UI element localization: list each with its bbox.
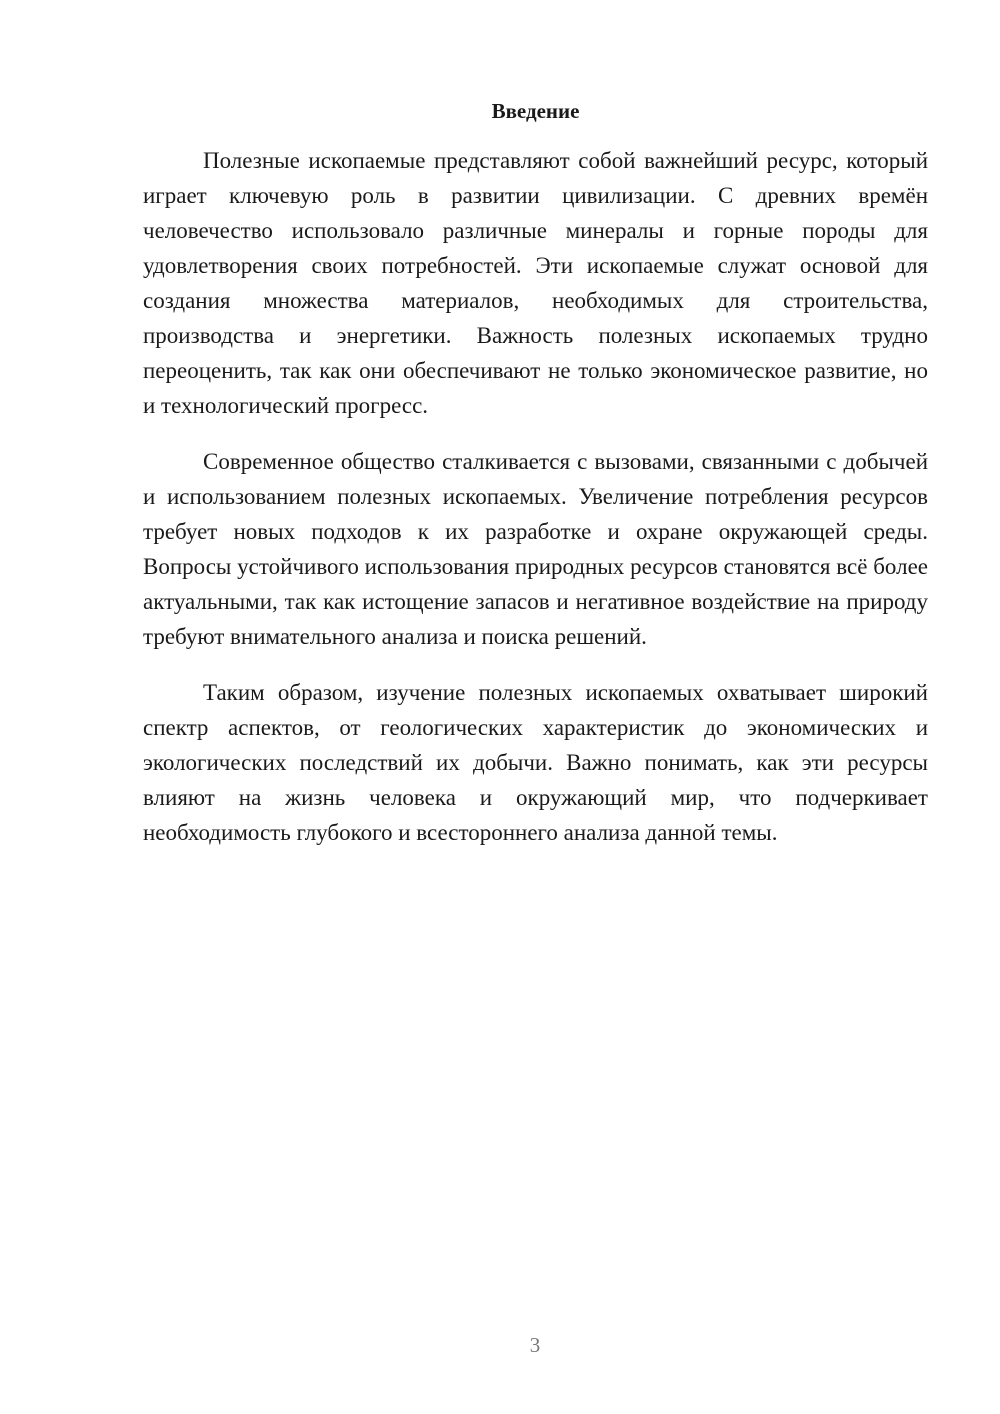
paragraph-2: Современное общество сталкивается с вызовами, связанными с добычей и использованием полезных ископаемых. Увеличение потребления ресурсов требует новых подходов к их разработке и охране окружающей среды. Вопросы устойчивого использования природных ресурсов становятся всё более актуальными, так как истощение запасов и негативное воздействие на природу требуют внимательного анализа и поиска решений. — [143, 449, 928, 649]
section-title: Введение — [491, 99, 580, 123]
page-number: 3 — [529, 1333, 541, 1357]
body-text — [143, 143, 928, 871]
paragraph-3: Таким образом, изучение полезных ископаемых охватывает широкий спектр аспектов, от геологических характеристик до экономических и экологических последствий их добычи. Важно понимать, как эти ресурсы влияют на жизнь человека и окружающий мир, что подчеркивает необходимость глубокого и всестороннего анализа данной темы. — [143, 680, 928, 845]
paragraph-1: Полезные ископаемые представляют собой важнейший ресурс, который играет ключевую роль в развитии цивилизации. С древних времён человечество использовало различные минералы и горные породы для удовлетворения своих потребностей. Эти ископаемые служат основой для создания множества материалов, необходимых для строительства, производства и энергетики. Важность полезных ископаемых трудно переоценить, так как они обеспечивают не только экономическое развитие, но и технологический прогресс. — [143, 148, 928, 418]
